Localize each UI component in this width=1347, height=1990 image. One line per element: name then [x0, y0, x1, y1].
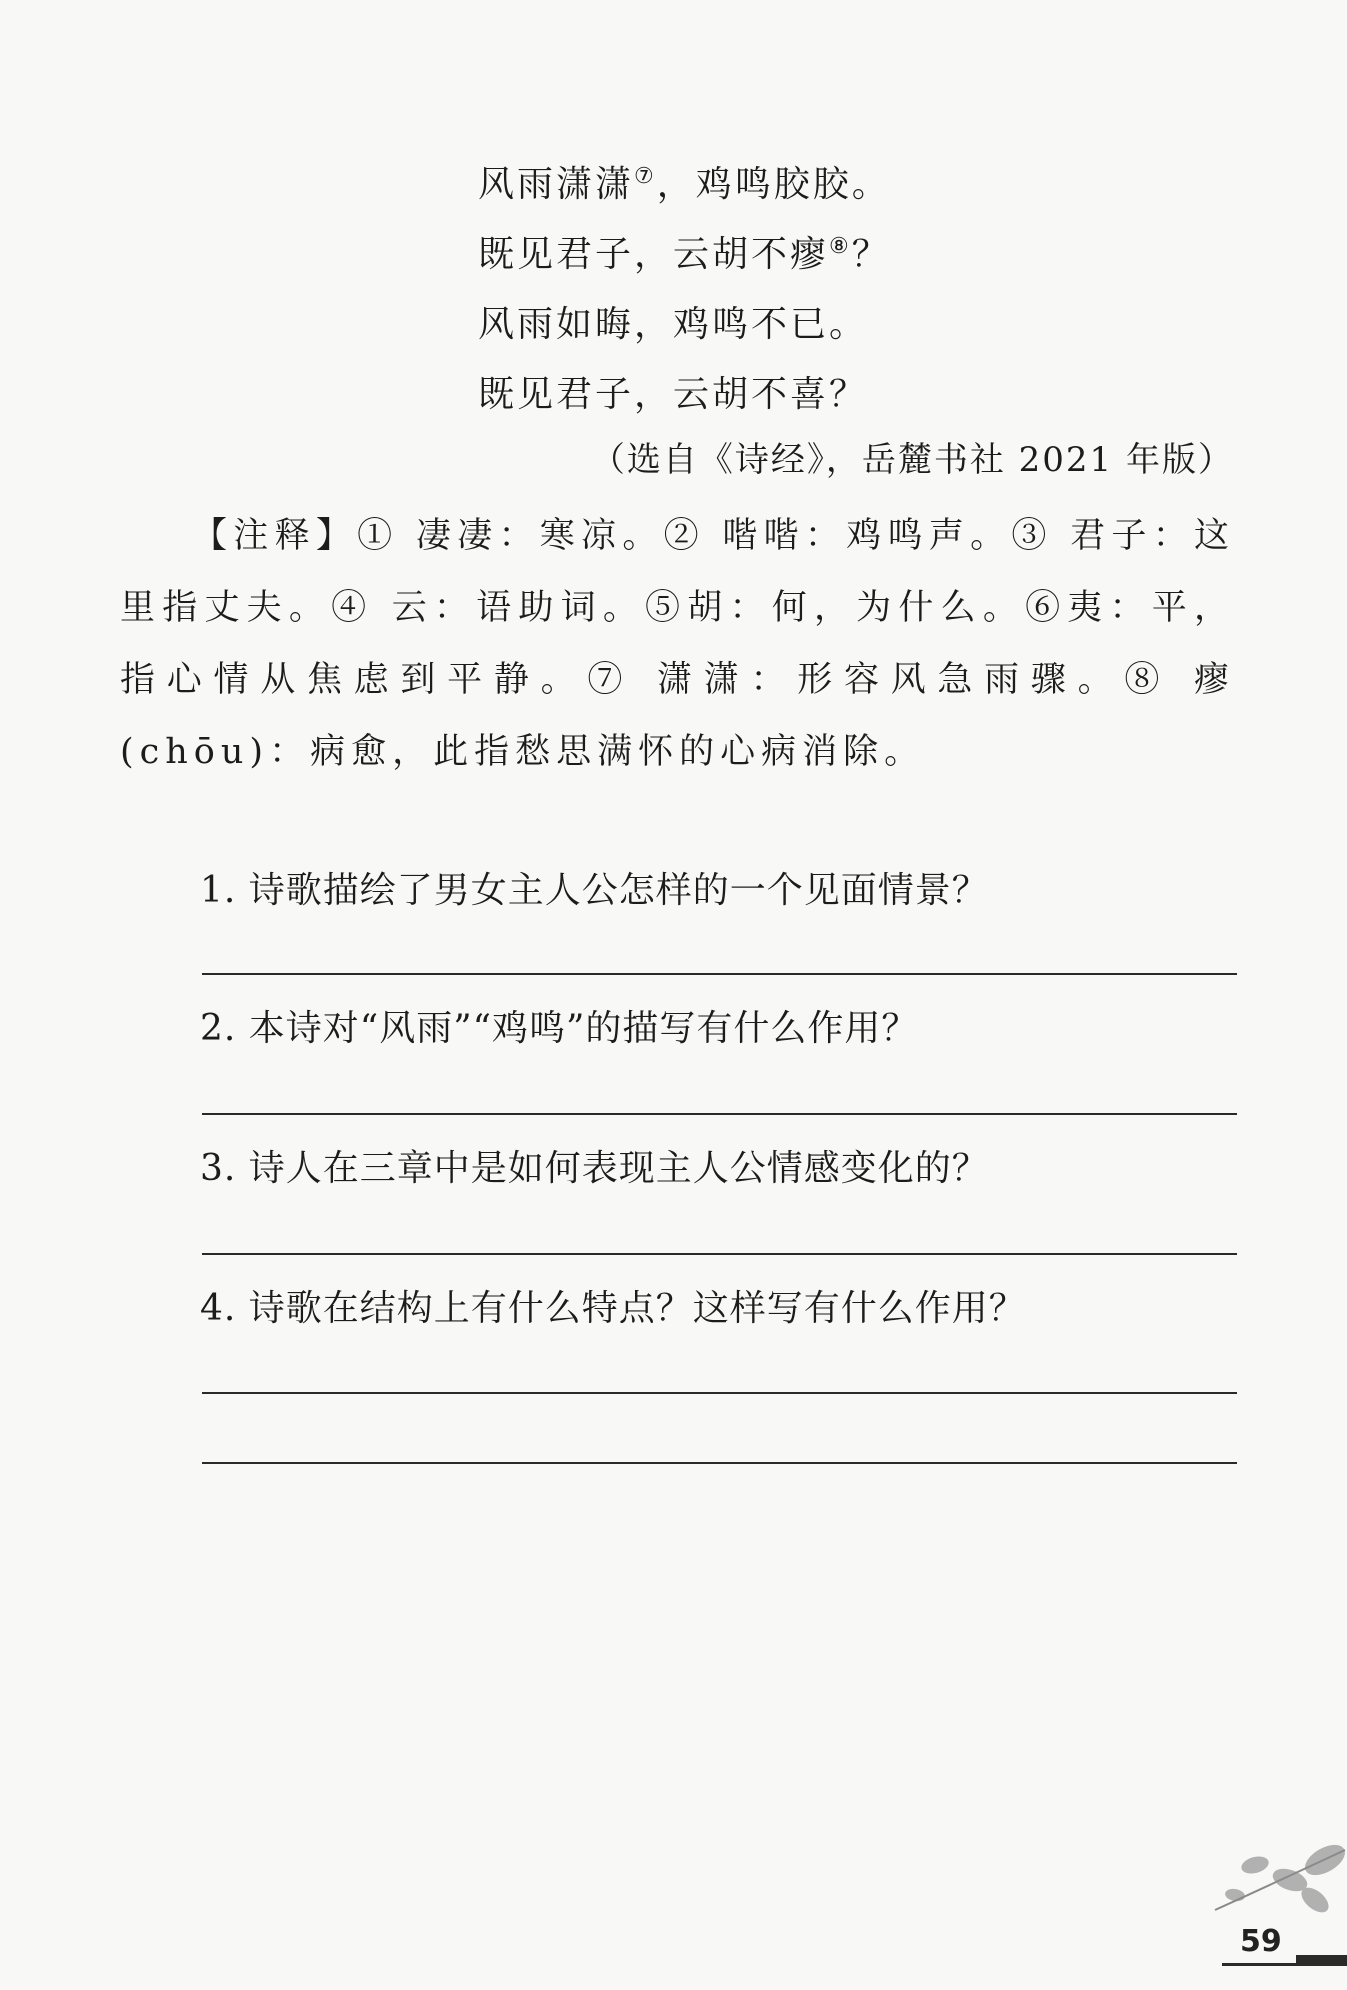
- page-number: 59: [1240, 1924, 1282, 1959]
- footnote-marker: ⑧: [829, 234, 852, 259]
- poem-line-text: 风雨潇潇: [478, 164, 635, 205]
- poem: [478, 150, 891, 430]
- poem-source: （选自《诗经》，岳麓书社 2021 年版）: [590, 440, 1234, 480]
- question-3: 3. 诗人在三章中是如何表现主人公情感变化的？: [200, 1148, 989, 1189]
- answer-line-3[interactable]: [202, 1253, 1237, 1255]
- answer-line-4b[interactable]: [202, 1462, 1237, 1464]
- question-2: 2. 本诗对“风雨”“鸡鸣”的描写有什么作用？: [200, 1008, 919, 1049]
- annotations: 【注释】① 凄凄：寒凉。② 喈喈：鸡鸣声。③ 君子：这里指丈夫。④ 云：语助词。⑤胡：何，为什么。⑥夷：平，指心情从焦虑到平静。⑦ 潇潇：形容风急雨骤。⑧ 瘳(chōu)：病愈，此指愁思满怀的心病消除。: [120, 516, 1235, 772]
- poem-line: [478, 150, 891, 220]
- poem-line: [478, 220, 891, 290]
- question-4: 4. 诗歌在结构上有什么特点？这样写有什么作用？: [200, 1288, 1026, 1329]
- poem-line-text: 既见君子，云胡不瘳: [478, 234, 830, 275]
- question-1: 1. 诗歌描绘了男女主人公怎样的一个见面情景？: [200, 870, 989, 911]
- footnote-marker: ⑦: [634, 164, 657, 189]
- poem-line-text: 风雨如晦，鸡鸣不已。: [478, 304, 869, 345]
- poem-line-text: ？: [851, 234, 891, 275]
- poem-line-text: ，鸡鸣胶胶。: [656, 164, 891, 205]
- page-number-rule: [1222, 1963, 1347, 1966]
- answer-line-2[interactable]: [202, 1113, 1237, 1115]
- poem-line: [478, 290, 891, 360]
- poem-line-text: 既见君子，云胡不喜？: [478, 374, 869, 415]
- page-number-bar: [1296, 1955, 1347, 1963]
- answer-line-1[interactable]: [202, 973, 1237, 975]
- answer-line-4a[interactable]: [202, 1392, 1237, 1394]
- poem-line: [478, 360, 891, 430]
